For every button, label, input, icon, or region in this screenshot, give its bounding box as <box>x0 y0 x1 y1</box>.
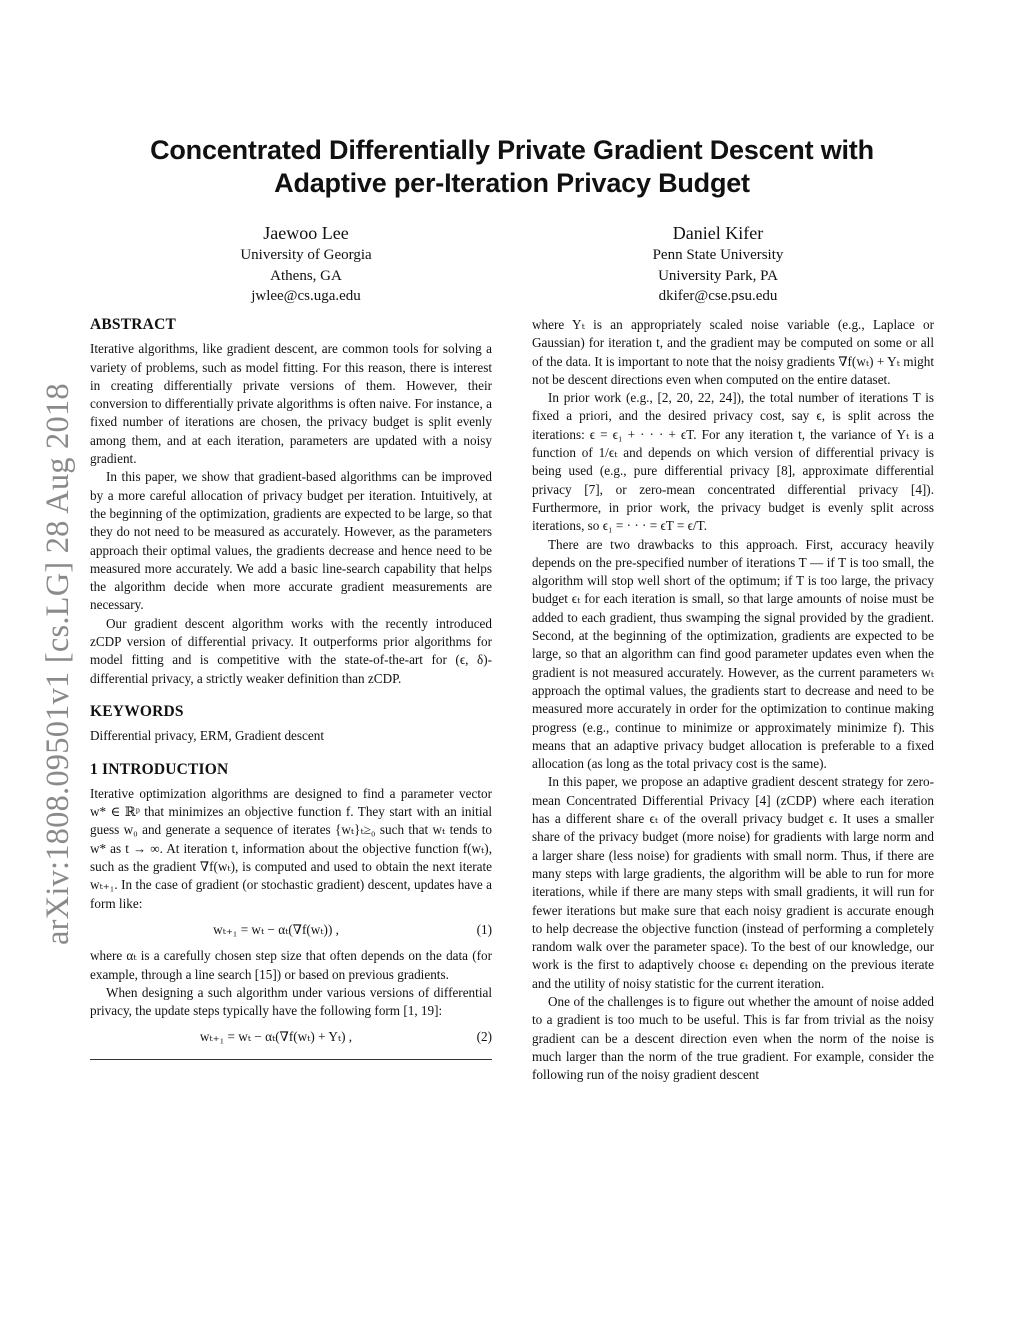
keywords-heading: KEYWORDS <box>90 702 184 720</box>
intro-paragraph-2: where αₜ is a carefully chosen step size that often depends on the data (for example, through a line search [15]) or based on previous gradients. <box>90 948 492 982</box>
equation-2-body: wₜ₊₁ = wₜ − αₜ(∇f(wₜ) + Yₜ) , <box>199 1029 353 1045</box>
author-email: dkifer@cse.psu.edu <box>658 288 778 304</box>
equation-2 <box>90 1028 492 1046</box>
equation-2-number: (2) <box>476 1029 492 1045</box>
arxiv-identifier: arXiv:1808.09501v1 [cs.LG] 28 Aug 2018 <box>40 383 76 945</box>
right-paragraph-3: There are two drawbacks to this approach. First, accuracy heavily depends on the pre-specified number of iterations T — if T is too small, the algorithm will stop well short of the optimum; if T is too large, the privacy budget ϵₜ for each iteration is small, so that large amounts of noise must be added to each gradient, thus swamping the signal provided by the gradient. Second, at the beginning of the optimization, gradients are expected to be large, so that an algorithm can find good parameter updates even when the gradient is not measured accurately. However, as the current parameters wₜ approach the optimal values, the gradients start to decrease and need to be measured more accurately in order for the optimization to continue making progress (e.g., continue to minimize or approximately minimize f). This means that an adaptive privacy budget allocation is preferable to a fixed allocation (as long as the total privacy cost is the same). <box>532 536 934 772</box>
abstract-paragraph-2: In this paper, we show that gradient-based algorithms can be improved by a more careful allocation of privacy budget per iteration. Intuitively, at the beginning of the optimization, gradients are expected to be large, so that they do not need to be measured as accurately. However, as the parameters approach their optimal values, the gradients decrease and hence need to be measured more accurately. We add a basic line-search capability that helps the algorithm decide when more accurate gradient measurements are necessary. <box>90 469 492 613</box>
right-paragraph-1: where Yₜ is an appropriately scaled noise variable (e.g., Laplace or Gaussian) for iteration t, and the gradient may be computed on some or all of the data. It is important to note that the noisy gradients ∇f(wₜ) + Yₜ might not be descent directions even when computed on the entire dataset. <box>532 317 934 387</box>
abstract-heading: ABSTRACT <box>90 316 177 333</box>
left-column <box>90 316 492 1060</box>
right-paragraph-2: In prior work (e.g., [2, 20, 22, 24]), the total number of iterations T is fixed a priori, and the desired privacy cost, say ϵ, is split across the iterations: ϵ = ϵ₁ + · · · + ϵT. For any iteration t, the variance of Yₜ is a function of 1/ϵₜ and depends on which version of differential privacy is being used (e.g., pure differential privacy [8], approximate differential privacy [7], or zero-mean concentrated differential privacy [4]). Furthermore, in prior work, the privacy budget is evenly split across iterations, so ϵ₁ = · · · = ϵT = ϵ/T. <box>532 390 934 534</box>
equation-1-number: (1) <box>476 921 492 937</box>
right-column <box>532 316 934 1084</box>
right-paragraph-5: One of the challenges is to figure out whether the amount of noise added to a gradient is too much to be useful. This is far from trivial as the noisy gradient can be a descent direction even when the norm of the noise is much larger than the norm of the true gradient. For example, consider the following run of the noisy gradient descent <box>532 993 934 1083</box>
footnote-rule <box>90 1059 492 1060</box>
author-affiliation: Penn State University <box>652 247 784 263</box>
paper-title <box>100 134 924 200</box>
intro-paragraph-3: When designing a such algorithm under various versions of differential privacy, the update steps typically have the following form [1, 19]: <box>90 984 492 1019</box>
abstract-paragraph-3: Our gradient descent algorithm works with the recently introduced zCDP version of differential privacy. It outperforms prior algorithms for model fitting and is competitive with the state-of-the-art for (ϵ, δ)-differential privacy, a strictly weaker definition than zCDP. <box>90 615 492 686</box>
arxiv-sidebar <box>20 350 76 950</box>
author-name: Daniel Kifer <box>672 223 764 243</box>
author-location: Athens, GA <box>270 267 342 284</box>
author-block-2 <box>568 222 868 307</box>
keywords-list: Differential privacy, ERM, Gradient descent <box>90 728 324 744</box>
equation-1 <box>90 921 492 939</box>
author-block-1 <box>156 222 456 307</box>
author-name: Jaewoo Lee <box>263 223 349 243</box>
abstract-paragraph-1: Iterative algorithms, like gradient descent, are common tools for solving a variety of problems, such as model fitting. For this reason, there is interest in creating differentially private versions of them. However, their conversion to differentially private algorithms is often naive. For instance, a fixed number of iterations are chosen, the privacy budget is split evenly among them, and at each iteration, parameters are updated with a noisy gradient. <box>90 341 492 467</box>
author-location: University Park, PA <box>658 267 778 284</box>
title-line-2: Adaptive per-Iteration Privacy Budget <box>274 168 750 198</box>
section-heading-introduction: 1 INTRODUCTION <box>90 760 229 778</box>
author-affiliation: University of Georgia <box>240 247 372 263</box>
author-email: jwlee@cs.uga.edu <box>251 288 361 304</box>
title-line-1: Concentrated Differentially Private Gradient Descent with <box>150 135 874 165</box>
intro-paragraph-1: Iterative optimization algorithms are designed to find a parameter vector w* ∈ ℝᵖ that minimizes an objective function f. They start with an initial guess w₀ and generate a sequence of iterates {wₜ}ₜ≥₀ such that wₜ tends to w* as t → ∞. At iteration t, information about the objective function f(wₜ), such as the gradient ∇f(wₜ), is computed and used to obtain the next iterate wₜ₊₁. In the case of gradient (or stochastic gradient) descent, updates have a form like: <box>90 785 492 911</box>
right-paragraph-4: In this paper, we propose an adaptive gradient descent strategy for zero-mean Concentrated Differential Privacy [4] (zCDP) where each iteration has a different share ϵₜ of the overall privacy budget ϵ. It uses a smaller share of the privacy budget (more noise) for gradients with large norm and a larger share (less noise) for gradients with small norm. Thus, if there are many steps with large gradients, the algorithm will be able to run for more iterations, while if there are many steps with small gradients, it will run for fewer iterations but make sure that each noisy gradient is accurate enough to help decrease the objective function (instead of performing a completely random walk over the parameter space). To the best of our knowledge, our work is the first to adaptively choose ϵₜ depending on the previous iterate and the utility of noisy statistic for the current iteration. <box>532 774 934 991</box>
equation-1-body: wₜ₊₁ = wₜ − αₜ(∇f(wₜ)) , <box>213 921 339 937</box>
